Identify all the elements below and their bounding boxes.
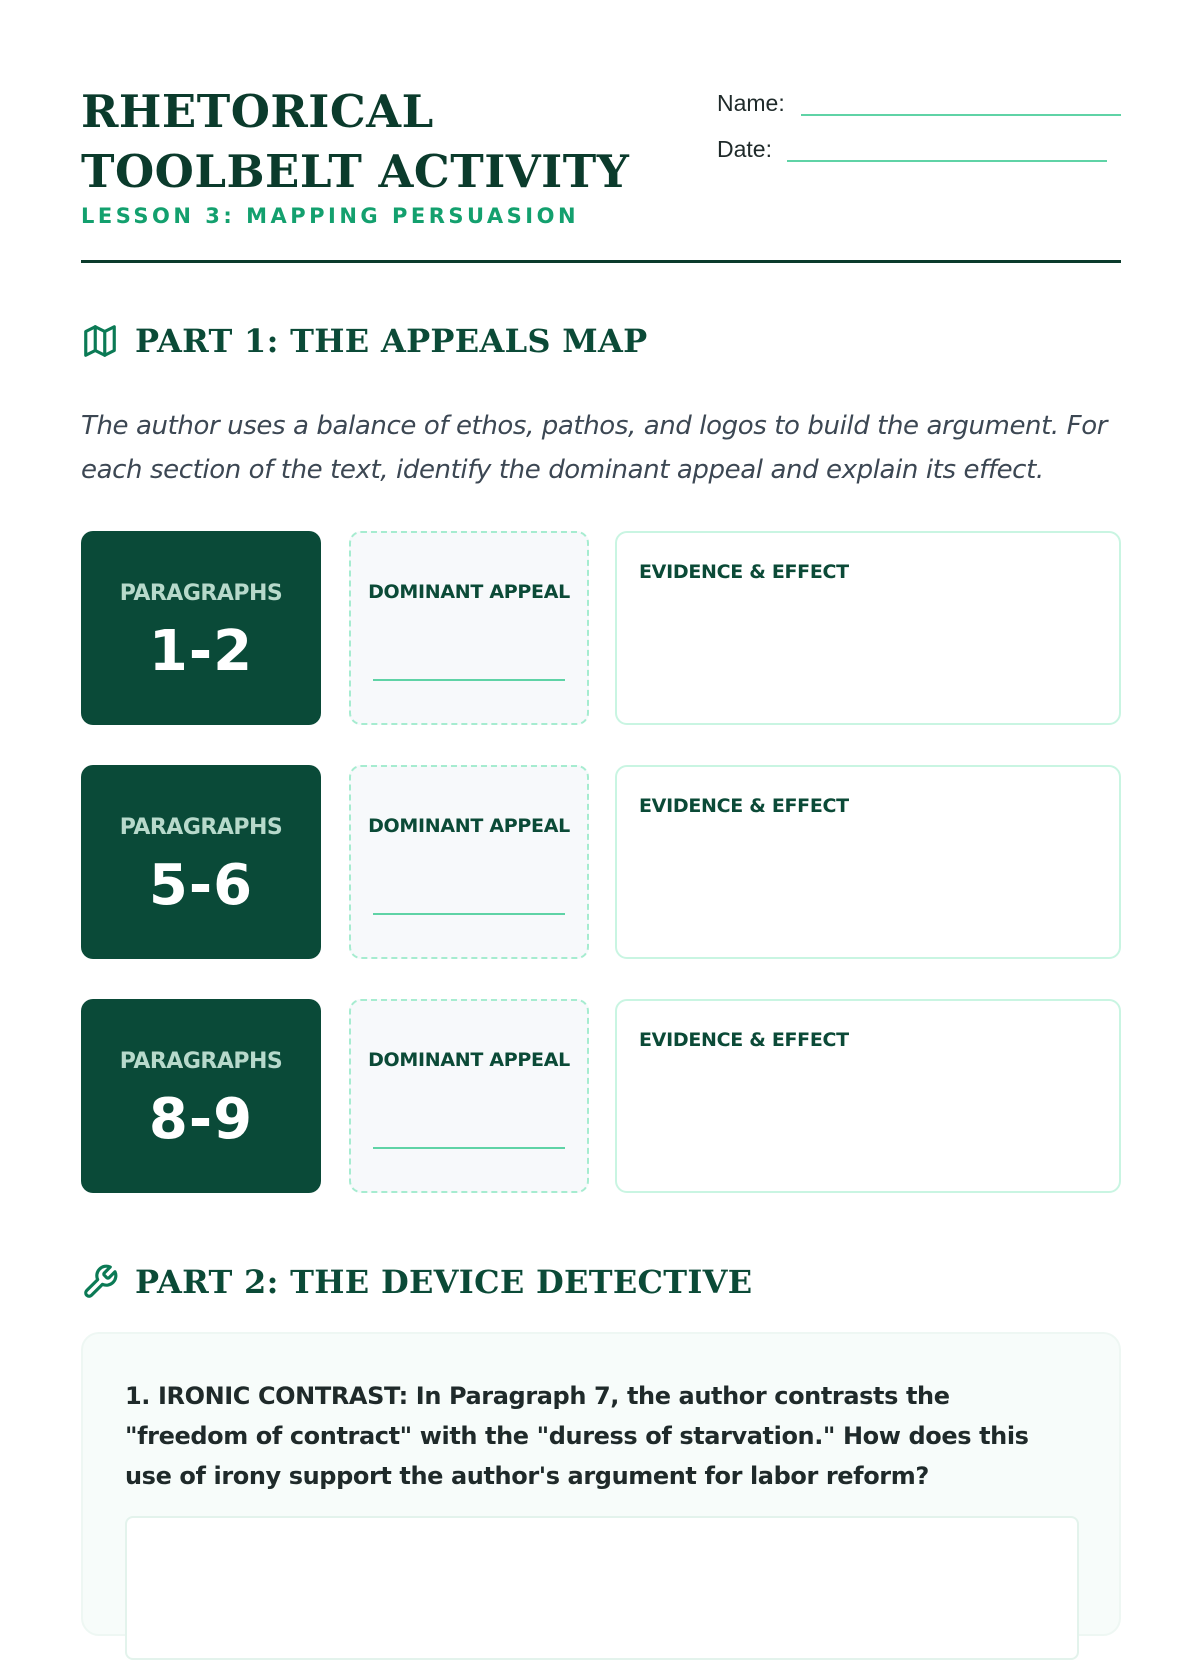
answer-box[interactable] (125, 1516, 1079, 1660)
map-icon (81, 322, 119, 360)
evidence-effect-box[interactable] (615, 531, 1121, 725)
appeals-row (81, 999, 1121, 1193)
dominant-appeal-label: DOMINANT APPEAL (368, 581, 570, 603)
paragraph-range: 5-6 (148, 853, 254, 918)
paragraph-label: PARAGRAPHS (119, 815, 283, 840)
paragraph-range: 8-9 (148, 1087, 254, 1152)
name-row (717, 86, 1123, 132)
date-field[interactable] (787, 160, 1107, 162)
date-row (717, 132, 1123, 178)
header-divider (81, 260, 1121, 263)
dominant-appeal-box[interactable] (349, 999, 589, 1193)
page-title: RHETORICAL TOOLBELT ACTIVITY (81, 85, 630, 198)
paragraph-range: 1-2 (148, 619, 254, 684)
dominant-appeal-box[interactable] (349, 765, 589, 959)
paragraph-label: PARAGRAPHS (119, 581, 283, 606)
dominant-appeal-label: DOMINANT APPEAL (368, 815, 570, 837)
dominant-appeal-field[interactable] (373, 679, 565, 681)
appeals-row (81, 531, 1121, 725)
wrench-icon (81, 1263, 119, 1301)
paragraph-card (81, 531, 321, 725)
evidence-effect-label: EVIDENCE & EFFECT (639, 795, 849, 817)
part2-heading (81, 1257, 753, 1307)
dominant-appeal-box[interactable] (349, 531, 589, 725)
evidence-effect-label: EVIDENCE & EFFECT (639, 561, 849, 583)
student-info (717, 86, 1123, 178)
worksheet-header (81, 80, 1121, 264)
part1-heading (81, 316, 647, 366)
evidence-effect-box[interactable] (615, 999, 1121, 1193)
dominant-appeal-field[interactable] (373, 1147, 565, 1149)
question-card (81, 1332, 1121, 1636)
paragraph-label: PARAGRAPHS (119, 1049, 283, 1074)
paragraph-card (81, 999, 321, 1193)
part2-title: PART 2: THE DEVICE DETECTIVE (135, 1263, 753, 1301)
appeals-row (81, 765, 1121, 959)
page-subtitle: LESSON 3: MAPPING PERSUASION (81, 204, 580, 228)
name-field[interactable] (801, 114, 1121, 116)
part1-title: PART 1: THE APPEALS MAP (135, 322, 648, 360)
date-label: Date: (717, 136, 772, 162)
name-label: Name: (717, 90, 785, 116)
paragraph-card (81, 765, 321, 959)
evidence-effect-box[interactable] (615, 765, 1121, 959)
evidence-effect-label: EVIDENCE & EFFECT (639, 1029, 849, 1051)
part1-instructions: The author uses a balance of ethos, pathos, and logos to build the argument. For each section of the text, identify the dominant appeal and explain its effect. (81, 411, 1108, 485)
question-text: 1. IRONIC CONTRAST: In Paragraph 7, the author contrasts the "freedom of contract" with the "duress of starvation." How does this use of irony support the author's argument for labor reform? (125, 1382, 1029, 1490)
dominant-appeal-field[interactable] (373, 913, 565, 915)
dominant-appeal-label: DOMINANT APPEAL (368, 1049, 570, 1071)
